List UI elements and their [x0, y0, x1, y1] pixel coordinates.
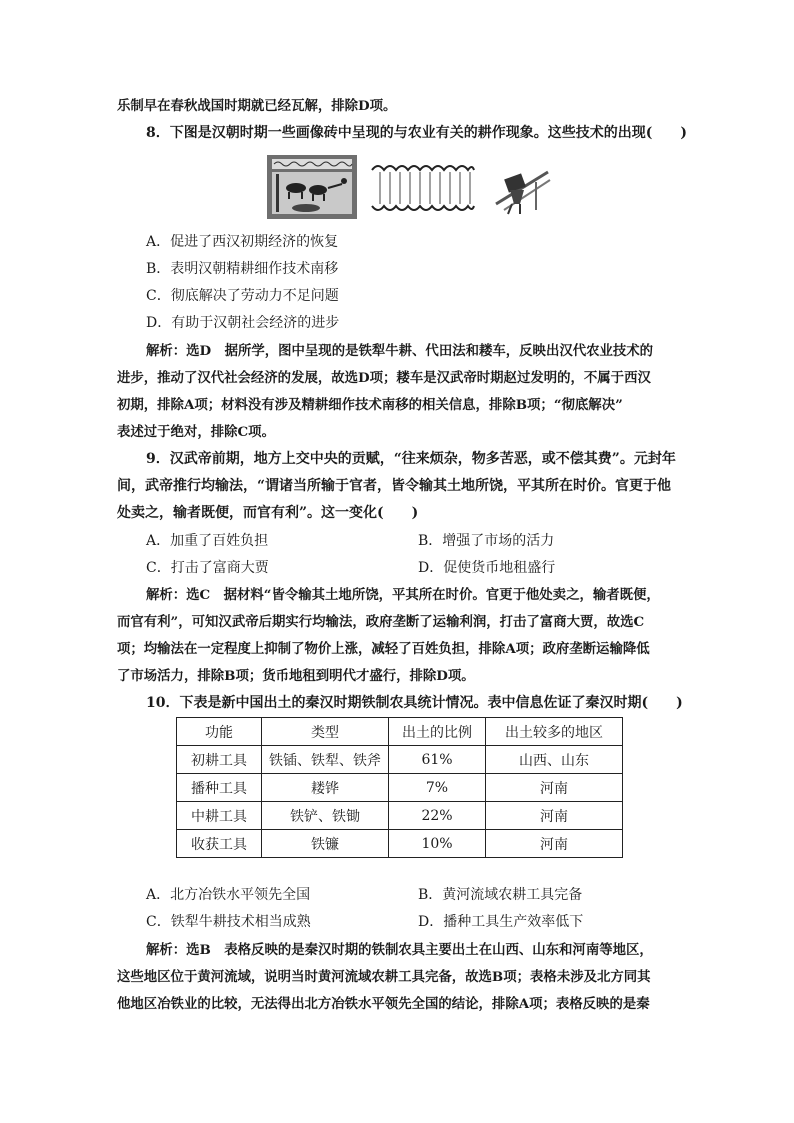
table-header-cell: 出土较多的地区	[486, 718, 623, 746]
table-cell: 铁铲、铁锄	[262, 802, 389, 830]
q8-analysis-line-2: 进步，推动了汉代社会经济的发展，故选D项；耧车是汉武帝时期赵过发明的，不属于西汉	[117, 370, 651, 386]
q10-analysis-line-3: 他地区冶铁业的比较，无法得出北方冶铁水平领先全国的结论，排除A项；表格反映的是秦	[117, 996, 650, 1012]
q10-option-d: D．播种工具生产效率低下	[418, 914, 584, 930]
q8-option-d: D．有助于汉朝社会经济的进步	[146, 315, 340, 331]
ox-plowing-brick-image	[266, 154, 358, 220]
question-9-stem-1: 9．汉武帝前期，地方上交中央的贡赋，“往来烦杂，物多苦恶，或不偿其费”。元封年	[146, 451, 676, 467]
q10-option-c: C．铁犁牛耕技术相当成熟	[146, 914, 311, 930]
q8-analysis-line-4: 表述过于绝对，排除C项。	[117, 424, 275, 440]
question-10-stem: 10．下表是新中国出土的秦汉时期铁制农具统计情况。表中信息佐证了秦汉时期( )	[146, 695, 683, 711]
question-9-stem-3: 处卖之，输者既便，而官有利”。这一变化( )	[117, 505, 419, 521]
q8-analysis-line-3: 初期，排除A项；材料没有涉及精耕细作技术南移的相关信息，排除B项；“彻底解决”	[117, 397, 623, 413]
table-cell: 7%	[389, 774, 486, 802]
table-cell: 河南	[486, 774, 623, 802]
iron-tools-table	[176, 717, 623, 858]
q9-analysis-line-2: 而官有利”，可知汉武帝后期实行均输法，政府垄断了运输利润，打击了富商大贾，故选C	[117, 614, 645, 630]
table-header-cell: 出土的比例	[389, 718, 486, 746]
q8-option-c: C．彻底解决了劳动力不足问题	[146, 288, 339, 304]
table-row	[177, 830, 623, 858]
table-cell: 初耕工具	[177, 746, 262, 774]
table-row	[177, 746, 623, 774]
seed-drill-image	[490, 160, 554, 216]
question-8-stem: 8．下图是汉朝时期一些画像砖中呈现的与农业有关的耕作现象。这些技术的出现( )	[146, 125, 687, 141]
table-row	[177, 774, 623, 802]
table-header-cell: 功能	[177, 718, 262, 746]
q9-analysis-line-3: 项；均输法在一定程度上抑制了物价上涨，减轻了百姓负担，排除A项；政府垄断运输降低	[117, 641, 650, 657]
table-cell: 河南	[486, 830, 623, 858]
q8-option-a: A．促进了西汉初期经济的恢复	[146, 234, 339, 250]
q9-analysis-line-4: 了市场活力，排除B项；货币地租到明代才盛行，排除D项。	[117, 668, 475, 684]
table-cell: 耧铧	[262, 774, 389, 802]
analysis-text-line: 乐制早在春秋战国时期就已经瓦解，排除D项。	[117, 98, 397, 114]
table-cell: 河南	[486, 802, 623, 830]
table-cell: 22%	[389, 802, 486, 830]
q10-analysis-line-2: 这些地区位于黄河流域，说明当时黄河流域农耕工具完备，故选B项；表格未涉及北方同其	[117, 969, 651, 985]
q10-option-a: A．北方冶铁水平领先全国	[146, 887, 311, 903]
table-cell: 10%	[389, 830, 486, 858]
q8-analysis-line-1: 解析：选D 据所学，图中呈现的是铁犁牛耕、代田法和耧车，反映出汉代农业技术的	[146, 343, 654, 359]
q10-option-b: B．黄河流域农耕工具完备	[418, 887, 583, 903]
q9-option-c: C．打击了富商大贾	[146, 560, 269, 576]
question-8-images	[262, 152, 562, 222]
q9-option-a: A．加重了百姓负担	[146, 533, 269, 549]
table-cell: 铁镰	[262, 830, 389, 858]
table-cell: 铁锸、铁犁、铁斧	[262, 746, 389, 774]
q10-analysis-line-1: 解析：选B 表格反映的是秦汉时期的铁制农具主要出土在山西、山东和河南等地区，	[146, 942, 653, 958]
field-furrows-brick-image	[370, 158, 476, 218]
question-9-stem-2: 间，武帝推行均输法，“谓诸当所输于官者，皆令输其土地所饶，平其所在时价。官更于他	[117, 478, 672, 494]
q9-analysis-line-1: 解析：选C 据材料“皆令输其土地所饶，平其所在时价。官更于他处卖之，输者既便，	[146, 587, 660, 603]
table-header-cell: 类型	[262, 718, 389, 746]
table-cell: 山西、山东	[486, 746, 623, 774]
table-cell: 收获工具	[177, 830, 262, 858]
table-cell: 中耕工具	[177, 802, 262, 830]
table-cell: 播种工具	[177, 774, 262, 802]
table-header-row	[177, 718, 623, 746]
table-row	[177, 802, 623, 830]
q8-option-b: B．表明汉朝精耕细作技术南移	[146, 261, 339, 277]
table-cell: 61%	[389, 746, 486, 774]
q9-option-d: D．促使货币地租盛行	[418, 560, 556, 576]
q9-option-b: B．增强了市场的活力	[418, 533, 555, 549]
